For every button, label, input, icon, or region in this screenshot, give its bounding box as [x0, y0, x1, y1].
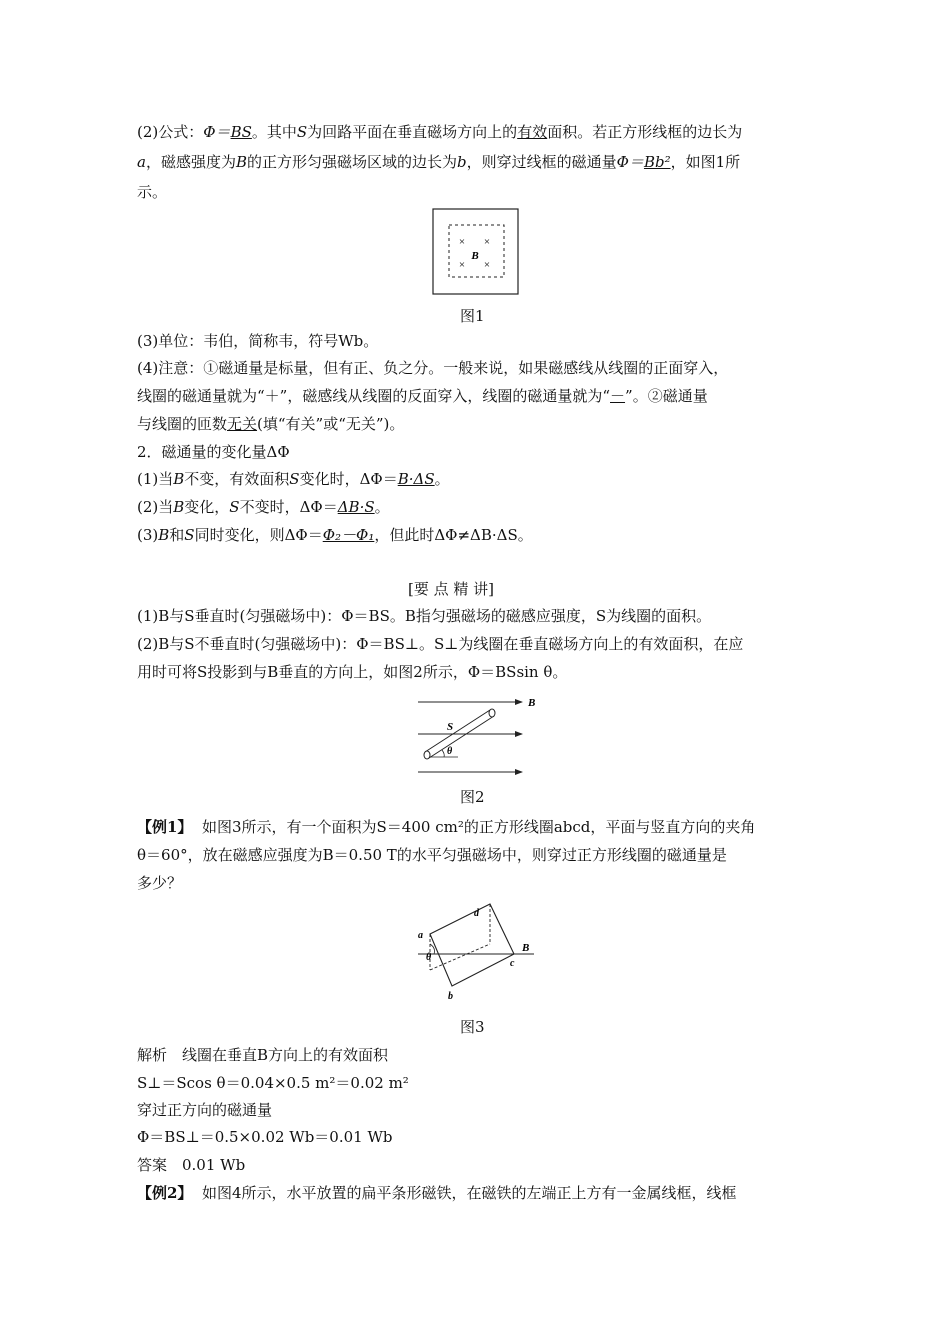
- label-theta: θ: [447, 746, 453, 757]
- text: B: [173, 498, 185, 516]
- text: 如图3所示，有一个面积为S＝400 cm²的正方形线圈abcd，平面与竖直方向的夹角: [201, 818, 756, 836]
- blank-answer: 无关: [227, 415, 258, 433]
- field-mark: ×: [483, 259, 491, 271]
- text: ，如图1所: [670, 153, 741, 171]
- blank-answer: Bb²: [643, 153, 671, 171]
- text: 。其中: [251, 123, 297, 141]
- label-theta: θ: [426, 952, 432, 963]
- key-point-2a: (2)B与S不垂直时(匀强磁场中)：Φ＝BS⊥。S⊥为线圈在垂直磁场方向上的有效面积，在应: [137, 635, 744, 653]
- label-b: B: [528, 697, 536, 709]
- vertex-d: d: [474, 908, 479, 919]
- field-mark: ×: [458, 259, 466, 271]
- section-heading: [要 点 精 讲]: [408, 580, 495, 598]
- note-line-3: [137, 413, 404, 435]
- blank-answer: Φ₂－Φ₁: [322, 526, 375, 544]
- figure-1: [432, 208, 520, 296]
- text: 为回路平面在垂直磁场方向上的: [307, 123, 518, 141]
- subheading: 2．磁通量的变化量ΔΦ: [137, 443, 290, 461]
- text: S: [229, 498, 240, 516]
- blank-answer: －: [610, 387, 626, 405]
- example-tag: 【例2】: [137, 1184, 193, 1202]
- text: B: [173, 470, 185, 488]
- field-label: B: [471, 250, 479, 262]
- text: 面积。若正方形线框的边长为: [547, 123, 743, 141]
- text: 同时变化，则ΔΦ＝: [194, 526, 323, 544]
- text: 。: [434, 470, 450, 488]
- case-line-3: [137, 524, 533, 546]
- label-s: S: [447, 721, 454, 733]
- example-tag: 【例1】: [137, 818, 193, 836]
- text: ”。②磁通量: [625, 387, 708, 405]
- field-mark: ×: [483, 236, 491, 248]
- example-2-line-1: [137, 1182, 737, 1204]
- blank-answer: 有效: [517, 123, 548, 141]
- blank-answer: ΔB·S: [337, 498, 375, 516]
- example-1-line-1: [137, 816, 755, 838]
- text: a: [137, 153, 146, 171]
- text: ，磁感强度为: [145, 153, 236, 171]
- field-mark: ×: [458, 236, 466, 248]
- text: ，则穿过线框的磁通量: [466, 153, 617, 171]
- text: (填“有关”或“无关”)。: [257, 415, 405, 433]
- figure-3-caption: 图3: [460, 1018, 485, 1036]
- text: b: [457, 153, 467, 171]
- text: (3): [137, 526, 159, 544]
- vertex-b: b: [448, 991, 453, 1002]
- text: 不变时，ΔΦ＝: [239, 498, 338, 516]
- answer-line: 答案 0.01 Wb: [137, 1156, 246, 1174]
- figure-2-caption: 图2: [460, 788, 485, 806]
- key-point-1: (1)B与S垂直时(匀强磁场中)：Φ＝BS。B指匀强磁场的磁感应强度，S为线圈的面积。: [137, 607, 712, 625]
- vertex-a: a: [418, 930, 423, 941]
- text: ，但此时ΔΦ≠ΔB·ΔS。: [374, 526, 533, 544]
- blank-answer: BS: [230, 123, 252, 141]
- text: (1)当: [137, 470, 174, 488]
- case-line-1: [137, 468, 450, 490]
- formula-line-2: [137, 151, 740, 173]
- note-line-2: [137, 385, 708, 407]
- note-line-1: (4)注意：①磁通量是标量，但有正、负之分。一般来说，如果磁感线从线圈的正面穿入，: [137, 359, 729, 377]
- text: 变化时，ΔΦ＝: [299, 470, 398, 488]
- figure-3: [412, 898, 542, 1006]
- vertex-c: c: [510, 958, 515, 969]
- blank-answer: B·ΔS: [397, 470, 435, 488]
- text: 不变，有效面积: [184, 470, 290, 488]
- text: 的正方形匀强磁场区域的边长为: [247, 153, 458, 171]
- text: B: [158, 526, 170, 544]
- formula-line-1: [137, 121, 742, 143]
- text: (2)公式：: [137, 123, 204, 141]
- text: 。: [374, 498, 390, 516]
- text: 和: [169, 526, 185, 544]
- text: S: [289, 470, 300, 488]
- text: 线圈的磁通量就为“＋”，磁感线从线圈的反面穿入，线圈的磁通量就为“: [137, 387, 611, 405]
- text: 变化，: [184, 498, 230, 516]
- case-line-2: [137, 496, 390, 518]
- text: S: [296, 123, 308, 141]
- text: Φ＝: [616, 153, 644, 171]
- example-1-line-3: 多少？: [137, 874, 183, 892]
- formula-line-3: 示。: [137, 183, 168, 201]
- square-coil: [430, 904, 514, 986]
- solution-line-3: 穿过正方向的磁通量: [137, 1101, 273, 1119]
- angle-arc: [442, 750, 444, 757]
- figure-2: [414, 690, 544, 780]
- figure-1-caption: 图1: [460, 307, 485, 325]
- text: Φ＝: [203, 123, 231, 141]
- key-point-2b: 用时可将S投影到与B垂直的方向上，如图2所示，Φ＝BSsin θ。: [137, 663, 568, 681]
- unit-line: (3)单位：韦伯，简称韦，符号Wb。: [137, 332, 379, 350]
- text: (2)当: [137, 498, 174, 516]
- label-b: B: [522, 942, 530, 954]
- text: 如图4所示，水平放置的扁平条形磁铁，在磁铁的左端正上方有一金属线框，线框: [201, 1184, 737, 1202]
- solution-line-4: Φ＝BS⊥＝0.5×0.02 Wb＝0.01 Wb: [137, 1128, 393, 1146]
- solution-line-2: S⊥＝Scos θ＝0.04×0.5 m²＝0.02 m²: [137, 1074, 409, 1092]
- solution-line-1: 解析 线圈在垂直B方向上的有效面积: [137, 1046, 389, 1064]
- text: B: [235, 153, 247, 171]
- text: S: [184, 526, 195, 544]
- example-1-line-2: θ＝60°，放在磁感应强度为B＝0.50 T的水平匀强磁场中，则穿过正方形线圈的磁通量是: [137, 846, 727, 864]
- text: 与线圈的匝数: [137, 415, 228, 433]
- projection-edge: [430, 944, 490, 970]
